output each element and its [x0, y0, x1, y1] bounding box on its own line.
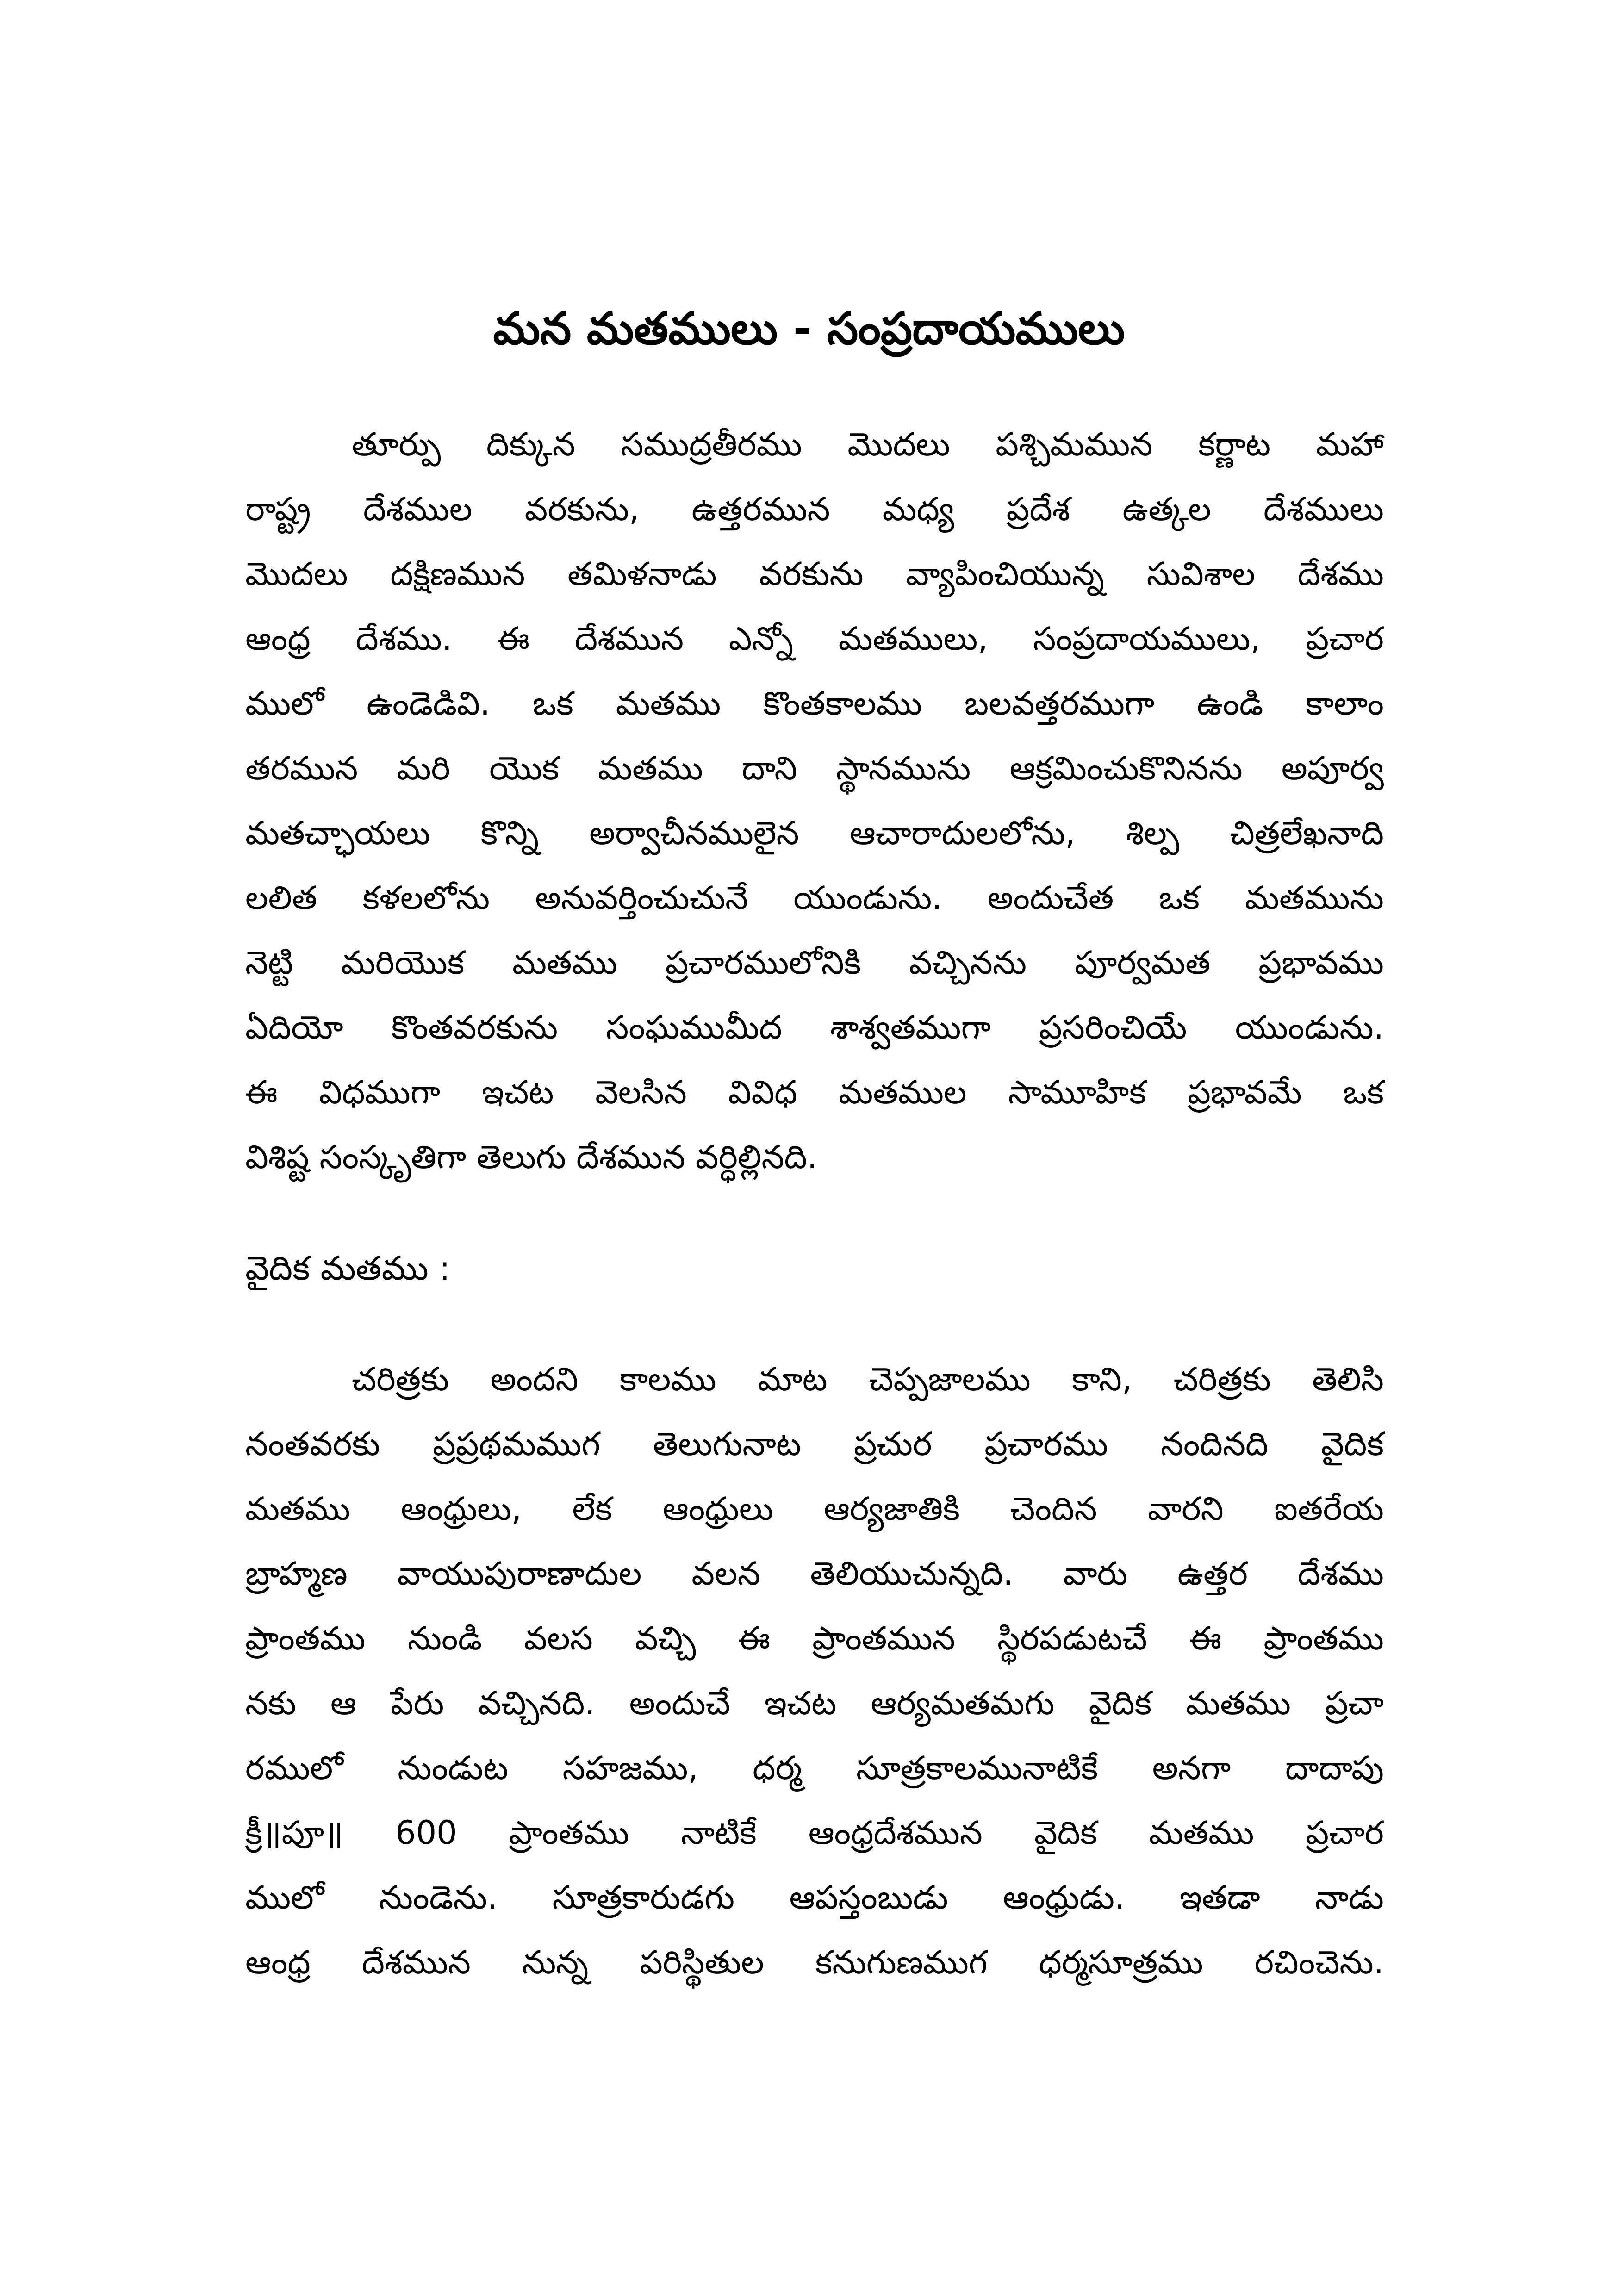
paragraph-line: నకు ఆ పేరు వచ్చినది. అందుచే ఇచట ఆర్యమతమగు వైదిక మతము ప్రచా [245, 1684, 1384, 1722]
paragraph-line: ఆంధ్ర దేశమున నున్న పరిస్థితుల కనుగుణముగ ధర్మసూత్రము రచించెను. [245, 1943, 1384, 1981]
paragraph-line: ఆంధ్ర దేశము. ఈ దేశమున ఎన్నో మతములు, సంప్రదాయములు, ప్రచార [245, 620, 1384, 658]
paragraph-line: ములో ఉండెడివి. ఒక మతము కొంతకాలము బలవత్తరముగా ఉండి కాలాం [245, 684, 1384, 722]
paragraph-line: విశిష్ట సంస్కృతిగా తెలుగు దేశమున వర్ధిల్లినది. [245, 1138, 818, 1176]
page-title: మన మతములు - సంప్రదాయములు [493, 303, 1125, 355]
paragraph-line: ప్రాంతము నుండి వలస వచ్చి ఈ ప్రాంతమున స్థిరపడుటచే ఈ ప్రాంతము [245, 1619, 1384, 1657]
paragraph-line: తరమున మరి యొక మతము దాని స్థానమును ఆక్రమించుకొనినను అపూర్వ [245, 749, 1384, 787]
paragraph-line: రములో నుండుట సహజము, ధర్మ సూత్రకాలమునాటికే అనగా దాదాపు [245, 1749, 1384, 1787]
paragraph-line: బ్రాహ్మణ వాయుపురాణాదుల వలన తెలియుచున్నది. వారు ఉత్తర దేశము [245, 1555, 1384, 1593]
paragraph-line: నెట్టి మరియొక మతము ప్రచారములోనికి వచ్చినను పూర్వమత ప్రభావము [245, 944, 1384, 982]
paragraph-line: రాష్ట్ర దేశముల వరకును, ఉత్తరమున మధ్య ప్రదేశ ఉత్కల దేశములు [245, 490, 1384, 528]
section-heading: వైదిక మతము : [245, 1249, 450, 1288]
paragraph-line: మతము ఆంధ్రులు, లేక ఆంధ్రులు ఆర్యజాతికి చెందిన వారని ఐతరేయ [245, 1490, 1384, 1528]
paragraph-line: లలిత కళలలోను అనువర్తించుచునే యుండును. అందుచేత ఒక మతమును [245, 879, 1384, 917]
paragraph-line: ములో నుండెను. సూత్రకారుడగు ఆపస్తంబుడు ఆంధ్రుడు. ఇతడా నాడు [245, 1879, 1384, 1916]
paragraph-line: చరిత్రకు అందని కాలము మాట చెప్పజాలము కాని, చరిత్రకు తెలిసి [352, 1360, 1384, 1398]
paragraph-line: ఏదియో కొంతవరకును సంఘముమీద శాశ్వతముగా ప్రసరించియే యుండును. [245, 1008, 1384, 1046]
paragraph-line: ఈ విధముగా ఇచట వెలసిన వివిధ మతముల సామూహిక ప్రభావమే ఒక [245, 1073, 1384, 1111]
paragraph-line: తూర్పు దిక్కున సముద్రతీరము మొదలు పశ్చిమమున కర్ణాట మహా [352, 425, 1384, 463]
paragraph-line: మతచ్ఛాయలు కొన్ని అర్వాచీనములైన ఆచారాదులలోను, శిల్ప చిత్రలేఖనాది [245, 814, 1384, 852]
paragraph-line: నంతవరకు ప్రప్రథమముగ తెలుగునాట ప్రచుర ప్రచారము నందినది వైదిక [245, 1425, 1384, 1463]
paragraph-line: క్రీ॥పూ॥ 600 ప్రాంతము నాటికే ఆంధ్రదేశమున వైదిక మతము ప్రచార [245, 1814, 1384, 1852]
paragraph-line: మొదలు దక్షిణమున తమిళనాడు వరకును వ్యాపించియున్న సువిశాల దేశము [245, 555, 1384, 593]
